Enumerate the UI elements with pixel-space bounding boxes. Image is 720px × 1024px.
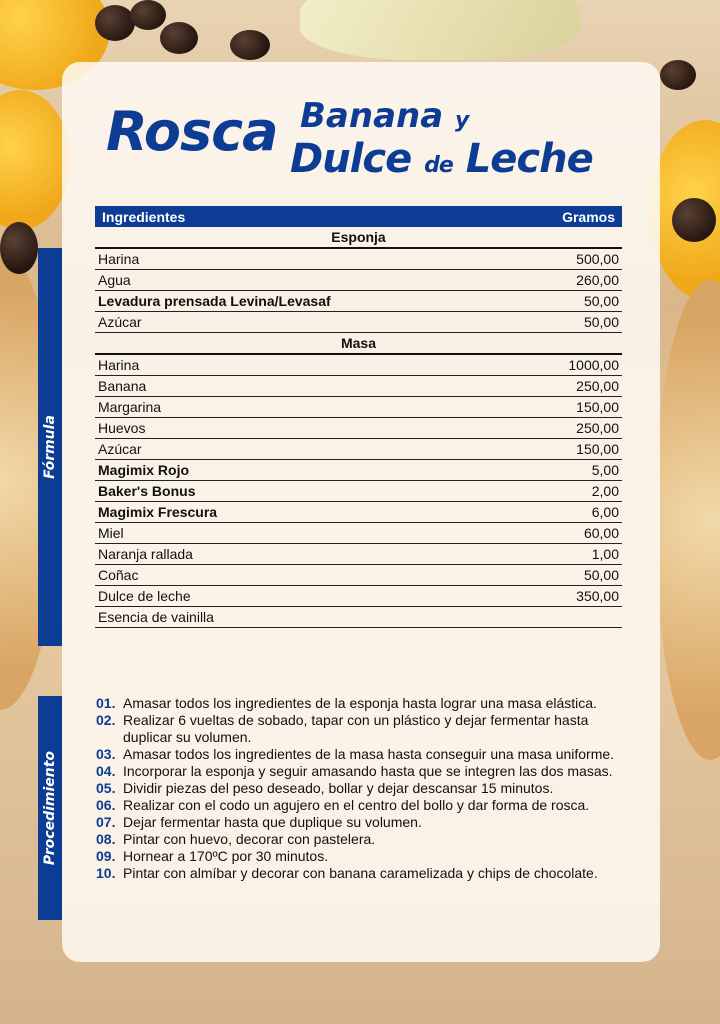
table-row	[95, 460, 622, 481]
step-text: Incorporar la esponja y seguir amasando hasta que se integren las dos masas.	[123, 763, 613, 779]
title-dulce: Dulce	[290, 136, 412, 182]
step-number: 04.	[96, 763, 116, 779]
ingredient-grams: 50,00	[507, 565, 622, 586]
banana-slice	[300, 0, 580, 60]
ingredient-grams: 150,00	[507, 439, 622, 460]
ingredient-name: Coñac	[95, 565, 507, 586]
table-row	[95, 312, 622, 333]
ingredient-name: Naranja rallada	[95, 544, 507, 565]
ingredient-name: Banana	[95, 376, 507, 397]
table-row	[95, 439, 622, 460]
ingredient-grams: 350,00	[507, 586, 622, 607]
title-banana: Banana	[300, 96, 444, 136]
list-item	[96, 746, 636, 763]
step-text: Pintar con huevo, decorar con pastelera.	[123, 831, 376, 847]
step-text: Realizar con el codo un agujero en el centro del bollo y dar forma de rosca.	[123, 797, 590, 813]
list-item	[96, 797, 636, 814]
section-row	[95, 227, 622, 248]
ingredient-grams: 5,00	[507, 460, 622, 481]
table-row	[95, 544, 622, 565]
title-leche: Leche	[465, 136, 593, 182]
step-text: Hornear a 170ºC por 30 minutos.	[123, 848, 329, 864]
list-item	[96, 695, 636, 712]
step-number: 07.	[96, 814, 116, 830]
header-grams: Gramos	[507, 206, 622, 227]
step-number: 09.	[96, 848, 116, 864]
chocolate-chip	[0, 222, 38, 274]
bread-slice	[655, 280, 720, 760]
step-number: 08.	[96, 831, 116, 847]
chocolate-chip	[230, 30, 270, 60]
chocolate-chip	[672, 198, 716, 242]
formula-tab-label: Fórmula	[42, 415, 58, 479]
step-number: 10.	[96, 865, 116, 881]
step-text: Amasar todos los ingredientes de la esponja hasta lograr una masa elástica.	[123, 695, 597, 711]
ingredient-name: Harina	[95, 354, 507, 376]
ingredient-grams: 60,00	[507, 523, 622, 544]
list-item	[96, 848, 636, 865]
ingredient-grams: 6,00	[507, 502, 622, 523]
mango-slice	[0, 90, 70, 230]
ingredient-name: Magimix Rojo	[95, 460, 507, 481]
list-item	[96, 831, 636, 848]
table-row	[95, 270, 622, 291]
ingredient-name: Agua	[95, 270, 507, 291]
table-row	[95, 376, 622, 397]
title-banana-line	[300, 96, 469, 136]
table-row	[95, 502, 622, 523]
step-text: Realizar 6 vueltas de sobado, tapar con un plástico y dejar fermentar hasta duplicar su volumen.	[123, 712, 589, 745]
procedure-steps	[96, 695, 636, 882]
step-number: 01.	[96, 695, 116, 711]
table-row	[95, 523, 622, 544]
ingredient-name: Magimix Frescura	[95, 502, 507, 523]
list-item	[96, 763, 636, 780]
section-title: Esponja	[95, 227, 622, 248]
step-text: Pintar con almíbar y decorar con banana caramelizada y chips de chocolate.	[123, 865, 598, 881]
chocolate-chip	[160, 22, 198, 54]
list-item	[96, 865, 636, 882]
ingredient-grams	[507, 607, 622, 628]
ingredient-grams: 260,00	[507, 270, 622, 291]
ingredient-name: Huevos	[95, 418, 507, 439]
table-row	[95, 418, 622, 439]
ingredient-name: Miel	[95, 523, 507, 544]
table-row	[95, 586, 622, 607]
chocolate-chip	[130, 0, 166, 30]
step-number: 06.	[96, 797, 116, 813]
table-row	[95, 607, 622, 628]
table-row	[95, 354, 622, 376]
ingredient-name: Esencia de vainilla	[95, 607, 507, 628]
table-row	[95, 565, 622, 586]
step-text: Dejar fermentar hasta que duplique su volumen.	[123, 814, 422, 830]
list-item	[96, 814, 636, 831]
formula-tab	[38, 248, 62, 646]
ingredient-name: Dulce de leche	[95, 586, 507, 607]
ingredient-grams: 1,00	[507, 544, 622, 565]
ingredient-name: Baker's Bonus	[95, 481, 507, 502]
ingredient-grams: 2,00	[507, 481, 622, 502]
ingredient-grams: 150,00	[507, 397, 622, 418]
chocolate-chip	[660, 60, 696, 90]
ingredient-grams: 500,00	[507, 248, 622, 270]
procedimiento-tab-label: Procedimiento	[42, 750, 59, 866]
table-row	[95, 248, 622, 270]
ingredients-body	[95, 227, 622, 628]
procedimiento-tab	[38, 696, 62, 920]
table-row	[95, 397, 622, 418]
header-ingredients: Ingredientes	[95, 206, 507, 227]
table-row	[95, 481, 622, 502]
section-row	[95, 333, 622, 355]
table-row	[95, 291, 622, 312]
ingredient-name: Margarina	[95, 397, 507, 418]
chocolate-chip	[95, 5, 135, 41]
ingredient-grams: 1000,00	[507, 354, 622, 376]
title-y: y	[455, 108, 470, 133]
step-number: 02.	[96, 712, 116, 728]
step-text: Dividir piezas del peso deseado, bollar y dejar descansar 15 minutos.	[123, 780, 554, 796]
ingredient-grams: 250,00	[507, 418, 622, 439]
table-header-row	[95, 206, 622, 227]
step-number: 05.	[96, 780, 116, 796]
ingredient-grams: 50,00	[507, 291, 622, 312]
title-dulce-line	[290, 136, 593, 182]
list-item	[96, 712, 636, 746]
title-rosca: Rosca	[106, 100, 278, 163]
list-item	[96, 780, 636, 797]
ingredient-name: Azúcar	[95, 439, 507, 460]
title-de: de	[424, 153, 453, 178]
step-number: 03.	[96, 746, 116, 762]
ingredient-grams: 250,00	[507, 376, 622, 397]
ingredient-name: Levadura prensada Levina/Levasaf	[95, 291, 507, 312]
ingredient-name: Harina	[95, 248, 507, 270]
ingredient-name: Azúcar	[95, 312, 507, 333]
section-title: Masa	[95, 333, 622, 355]
step-text: Amasar todos los ingredientes de la masa hasta conseguir una masa uniforme.	[123, 746, 615, 762]
ingredients-table	[95, 206, 622, 628]
ingredient-grams: 50,00	[507, 312, 622, 333]
